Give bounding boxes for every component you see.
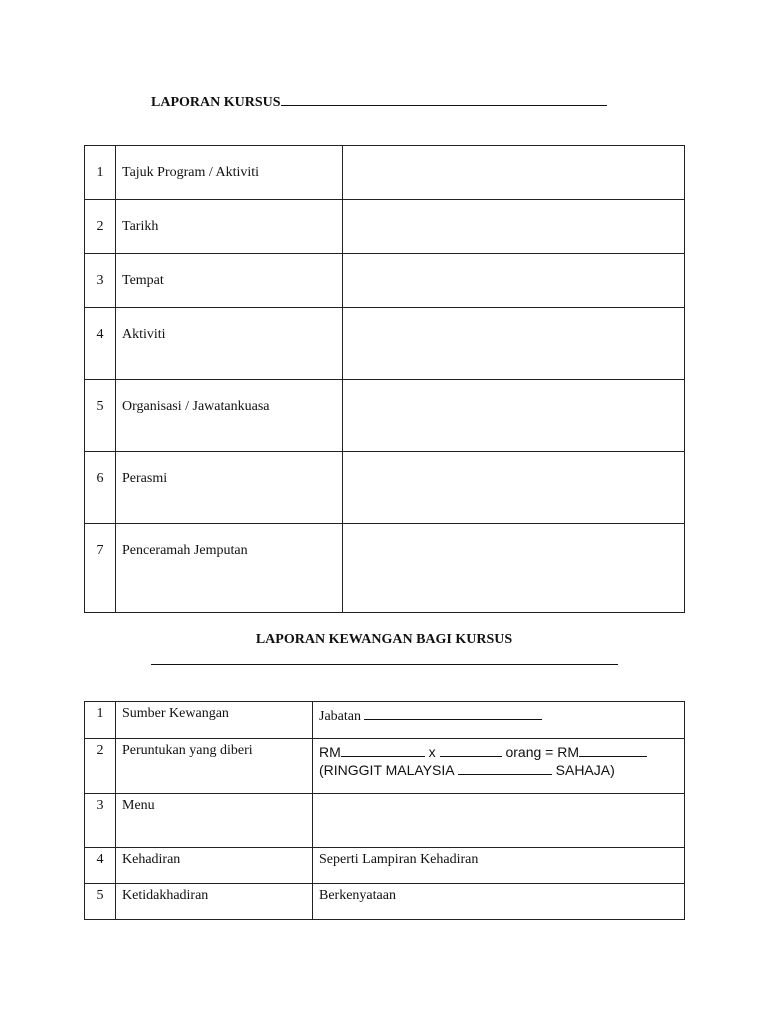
date-field[interactable] — [343, 200, 685, 254]
program-title-field[interactable] — [343, 146, 685, 200]
row-number: 5 — [85, 884, 116, 920]
finance-report-title: LAPORAN KEWANGAN BAGI KURSUS — [255, 632, 513, 647]
row-number: 2 — [85, 200, 116, 254]
finance-course-name-blank[interactable] — [151, 664, 618, 665]
course-report-table — [84, 145, 685, 613]
row-label: Penceramah Jemputan — [116, 524, 343, 613]
table-row — [85, 739, 685, 794]
row-number: 3 — [85, 794, 116, 848]
row-number: 1 — [85, 146, 116, 200]
row-label: Organisasi / Jawatankuasa — [116, 380, 343, 452]
row-label: Peruntukan yang diberi — [116, 739, 313, 794]
table-row — [85, 452, 685, 524]
row-number: 5 — [85, 380, 116, 452]
row-label: Tempat — [116, 254, 343, 308]
table-row — [85, 380, 685, 452]
row-label: Sumber Kewangan — [116, 702, 313, 739]
activity-field[interactable] — [343, 308, 685, 380]
row-number: 4 — [85, 848, 116, 884]
guest-speaker-field[interactable] — [343, 524, 685, 613]
row-number: 2 — [85, 739, 116, 794]
organisation-field[interactable] — [343, 380, 685, 452]
table-row — [85, 146, 685, 200]
table-row — [85, 254, 685, 308]
multiply-sign: x — [428, 744, 436, 760]
row-label: Tarikh — [116, 200, 343, 254]
absence-field: Berkenyataan — [313, 884, 685, 920]
row-label: Aktiviti — [116, 308, 343, 380]
department-blank[interactable] — [364, 706, 542, 720]
row-label: Perasmi — [116, 452, 343, 524]
finance-report-table — [84, 701, 685, 920]
course-report-title — [151, 91, 607, 111]
row-number: 3 — [85, 254, 116, 308]
total-blank[interactable] — [579, 743, 647, 757]
row-number: 6 — [85, 452, 116, 524]
row-label: Kehadiran — [116, 848, 313, 884]
ringgit-malaysia-label: (RINGGIT MALAYSIA — [319, 762, 454, 778]
table-row — [85, 794, 685, 848]
officiator-field[interactable] — [343, 452, 685, 524]
table-row — [85, 308, 685, 380]
course-report-title-text: LAPORAN KURSUS — [151, 95, 281, 110]
row-label: Ketidakhadiran — [116, 884, 313, 920]
rate-blank[interactable] — [341, 743, 425, 757]
attendance-field: Seperti Lampiran Kehadiran — [313, 848, 685, 884]
venue-field[interactable] — [343, 254, 685, 308]
headcount-blank[interactable] — [440, 743, 502, 757]
amount-in-words-blank[interactable] — [458, 761, 552, 775]
row-number: 1 — [85, 702, 116, 739]
funding-source-field[interactable] — [313, 702, 685, 739]
row-number: 7 — [85, 524, 116, 613]
row-number: 4 — [85, 308, 116, 380]
table-row — [85, 200, 685, 254]
table-row — [85, 884, 685, 920]
row-label: Tajuk Program / Aktiviti — [116, 146, 343, 200]
menu-field[interactable] — [313, 794, 685, 848]
allocation-field[interactable] — [313, 739, 685, 794]
table-row — [85, 524, 685, 613]
people-equals-label: orang = RM — [505, 744, 579, 760]
table-row — [85, 702, 685, 739]
sahaja-label: SAHAJA) — [555, 762, 615, 778]
course-name-blank[interactable] — [281, 91, 607, 106]
row-label: Menu — [116, 794, 313, 848]
table-row — [85, 848, 685, 884]
department-label: Jabatan — [319, 709, 361, 724]
rm-label: RM — [319, 744, 341, 760]
